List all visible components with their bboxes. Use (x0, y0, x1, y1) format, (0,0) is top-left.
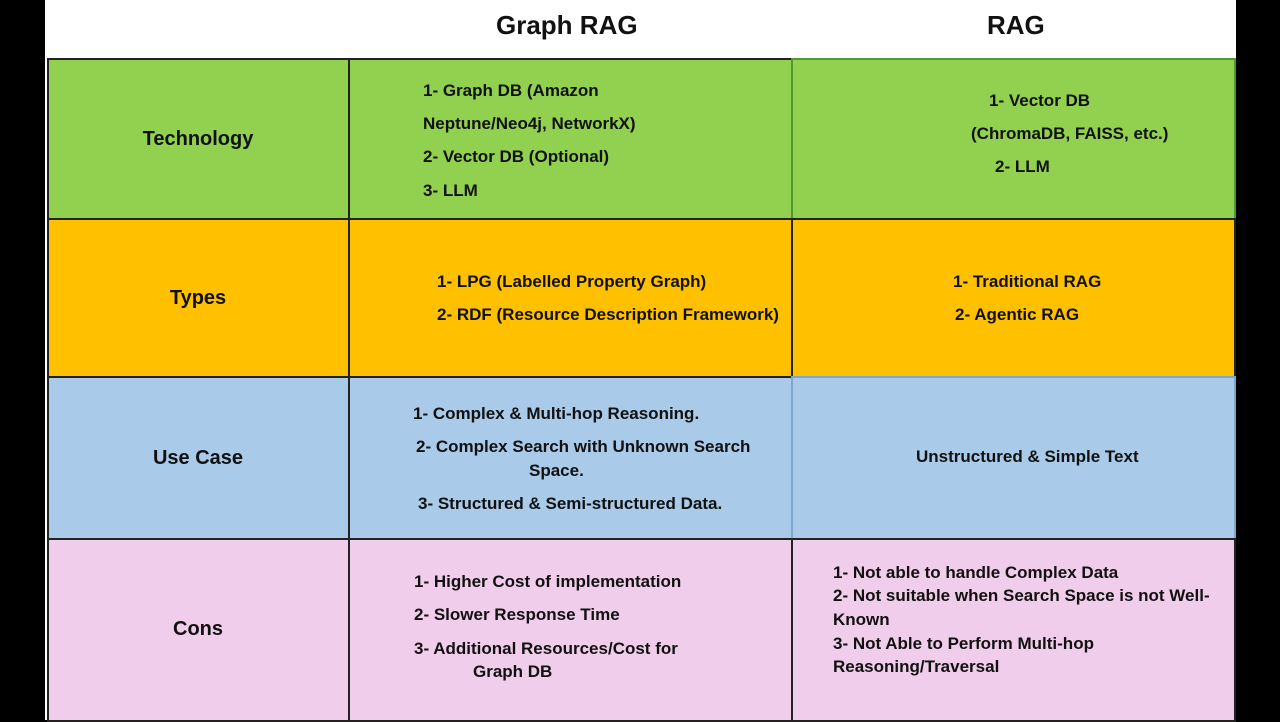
cons-rag-line: 2- Not suitable when Search Space is not Well- (833, 586, 1210, 605)
use-case-graph-cell (348, 376, 793, 540)
cons-graph-line: Graph DB (473, 662, 553, 681)
cons-rag-line: Known (833, 610, 890, 629)
rag-header: RAG (987, 10, 1045, 40)
cons-graph-line: 3- Additional Resources/Cost for (414, 639, 678, 658)
use-case-graph-line: 2- Complex Search with Unknown Search (416, 437, 751, 456)
types-rag-line: 2- Agentic RAG (955, 305, 1080, 324)
technology-rag-line: (ChromaDB, FAISS, etc.) (971, 124, 1169, 143)
graph-rag-header: Graph RAG (496, 10, 638, 40)
use-case-graph-line: 1- Complex & Multi-hop Reasoning. (413, 404, 700, 423)
types-graph-line: 1- LPG (Labelled Property Graph) (437, 272, 707, 291)
cons-rag-line: Reasoning/Traversal (833, 657, 1000, 676)
technology-graph-line: Neptune/Neo4j, NetworkX) (423, 114, 636, 133)
technology-graph-line: 3- LLM (423, 181, 478, 200)
technology-graph-line: 2- Vector DB (Optional) (423, 147, 610, 166)
cons-rag-line: 3- Not Able to Perform Multi-hop (833, 634, 1094, 653)
types-rag-line: 1- Traditional RAG (953, 272, 1102, 291)
cons-graph-cell (348, 538, 793, 722)
use-case-label: Use Case (152, 447, 244, 469)
technology-graph-line: 1- Graph DB (Amazon (423, 81, 599, 100)
technology-label: Technology (142, 128, 254, 150)
types-graph-line: 2- RDF (Resource Description Framework) (437, 305, 779, 324)
cons-rag-line: 1- Not able to handle Complex Data (833, 563, 1119, 582)
types-graph-cell (348, 218, 793, 378)
cons-graph-line: 1- Higher Cost of implementation (414, 572, 682, 591)
use-case-graph-line: Space. (529, 461, 584, 480)
technology-rag-line: 1- Vector DB (989, 91, 1091, 110)
types-label: Types (169, 287, 227, 309)
cons-graph-line: 2- Slower Response Time (414, 605, 620, 624)
use-case-graph-line: 3- Structured & Semi-structured Data. (418, 494, 723, 513)
technology-rag-line: 2- LLM (995, 157, 1050, 176)
use-case-rag-line: Unstructured & Simple Text (916, 447, 1139, 466)
types-rag-cell (791, 218, 1236, 378)
cons-label: Cons (173, 618, 223, 640)
